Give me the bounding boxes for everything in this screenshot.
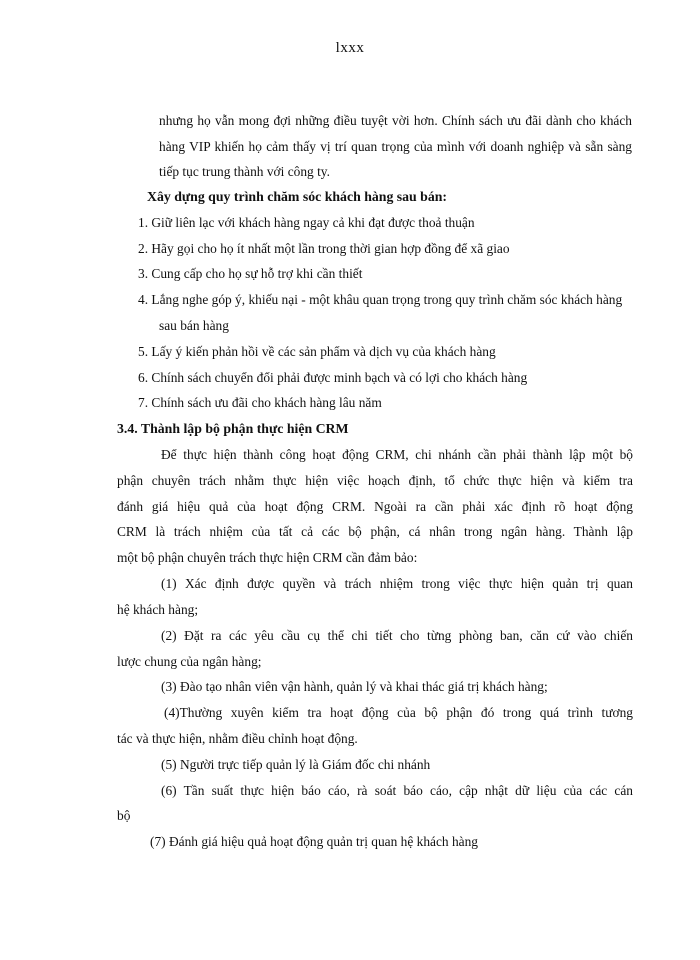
requirement-4: (4)Thường xuyên kiểm tra hoạt động của bộ phận đó trong quá trình tương: [164, 705, 633, 720]
section-line-2: phận chuyên trách nhằm thực hiện việc hoạch định, tổ chức thực hiện và kiểm tra: [117, 473, 633, 488]
process-item-4: 4. Lắng nghe góp ý, khiếu nại - một khâu quan trọng trong quy trình chăm sóc khách hàng: [138, 292, 623, 307]
requirement-2-continued: lược chung của ngân hàng;: [117, 654, 262, 669]
intro-line-3: tiếp tục trung thành với công ty.: [159, 164, 330, 179]
requirement-5: (5) Người trực tiếp quản lý là Giám đốc chi nhánh: [161, 757, 431, 772]
page-number: lxxx: [335, 40, 365, 56]
process-item-3: 3. Cung cấp cho họ sự hỗ trợ khi cần thiết: [138, 266, 363, 281]
section-line-3: đánh giá hiệu quả của hoạt động CRM. Ngoài ra cần phải xác định rõ hoạt động: [117, 499, 633, 514]
requirement-7: (7) Đánh giá hiệu quả hoạt động quản trị quan hệ khách hàng: [150, 834, 478, 849]
section-line-5: một bộ phận chuyên trách thực hiện CRM cần đảm bảo:: [117, 550, 418, 565]
requirement-3: (3) Đào tạo nhân viên vận hành, quản lý và khai thác giá trị khách hàng;: [161, 679, 548, 694]
intro-line-1: nhưng họ vẫn mong đợi những điều tuyệt vời hơn. Chính sách ưu đãi dành cho khách: [159, 113, 632, 128]
process-item-5: 5. Lấy ý kiến phản hồi về các sản phẩm và dịch vụ của khách hàng: [138, 344, 496, 359]
requirement-2: (2) Đặt ra các yêu cầu cụ thể chi tiết cho từng phòng ban, căn cứ vào chiến: [161, 628, 633, 643]
intro-line-2: hàng VIP khiến họ cảm thấy vị trí quan trọng của mình với doanh nghiệp và sẵn sàng: [159, 139, 632, 154]
requirement-1: (1) Xác định được quyền và trách nhiệm trong việc thực hiện quản trị quan: [161, 576, 633, 591]
requirement-4-continued: tác và thực hiện, nhằm điều chỉnh hoạt động.: [117, 731, 358, 746]
process-heading: Xây dựng quy trình chăm sóc khách hàng sau bán:: [147, 189, 448, 204]
section-line-4: CRM là trách nhiệm của tất cả các bộ phận, cá nhân trong ngân hàng. Thành lập: [117, 524, 633, 539]
process-item-7: 7. Chính sách ưu đãi cho khách hàng lâu năm: [138, 395, 382, 410]
section-heading: 3.4. Thành lập bộ phận thực hiện CRM: [117, 421, 349, 436]
requirement-6: (6) Tần suất thực hiện báo cáo, rà soát báo cáo, cập nhật dữ liệu của các cán: [161, 783, 633, 798]
requirement-6-continued: bộ: [117, 808, 131, 823]
process-item-6: 6. Chính sách chuyển đổi phải được minh bạch và có lợi cho khách hàng: [138, 370, 528, 385]
process-item-1: 1. Giữ liên lạc với khách hàng ngay cả khi đạt được thoả thuận: [138, 215, 475, 230]
section-line-1: Để thực hiện thành công hoạt động CRM, chi nhánh cần phải thành lập một bộ: [161, 447, 633, 462]
requirement-1-continued: hệ khách hàng;: [117, 602, 199, 617]
process-item-2: 2. Hãy gọi cho họ ít nhất một lần trong thời gian hợp đồng để xã giao: [138, 241, 510, 256]
process-item-4-continued: sau bán hàng: [159, 318, 229, 333]
